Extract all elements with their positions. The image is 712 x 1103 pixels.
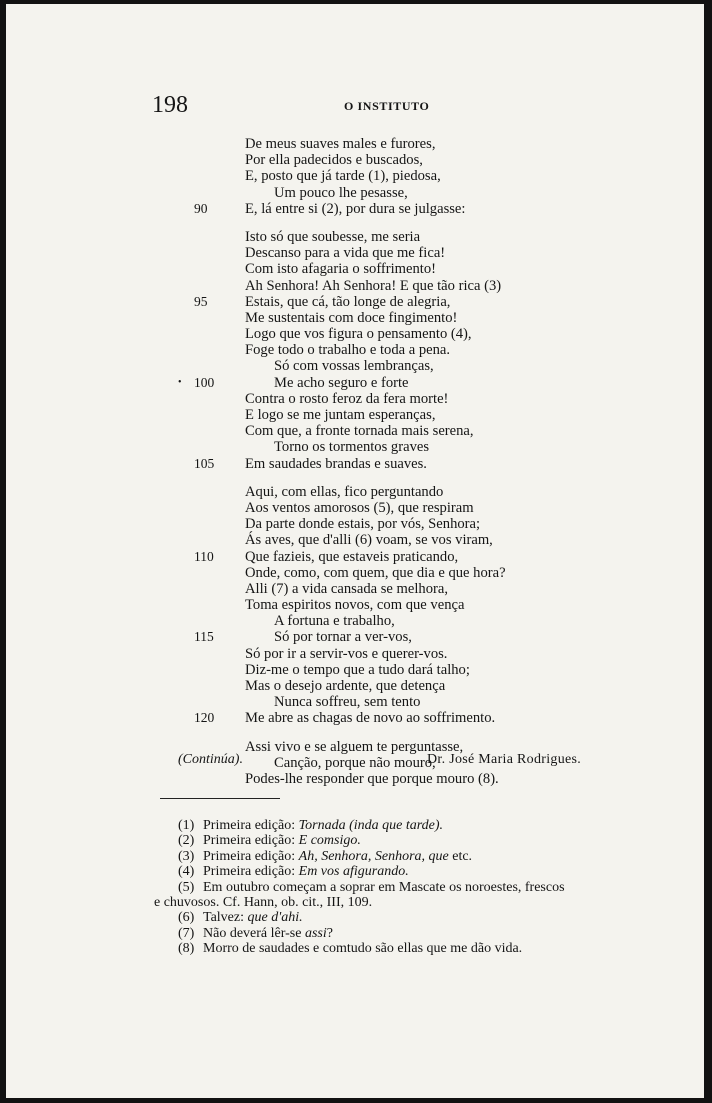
footnote-emphasis: assi [304, 925, 327, 941]
footnote-marker: (8) [178, 941, 195, 957]
footnote [6, 864, 704, 879]
verse-text: Contra o rosto feroz da fera morte! [245, 390, 449, 407]
page-number: 198 [152, 92, 188, 118]
verse-text: De meus suaves males e furores, [245, 136, 436, 152]
verse-text: Me sustentais com doce fingimento! [245, 309, 458, 326]
running-title: O INSTITUTO [344, 99, 430, 113]
footnote [6, 818, 704, 833]
poem-line [6, 710, 704, 726]
poem-line [6, 484, 704, 500]
verse-text: E logo se me juntam esperanças, [245, 407, 436, 423]
signature-line [6, 752, 704, 772]
footnote-text [203, 833, 361, 848]
footnote [6, 880, 704, 895]
footnote-emphasis: Ah, Senhora, Senhora, que [298, 848, 449, 864]
verse-text: Assi vivo e se alguem te perguntasse, [245, 738, 464, 755]
poem-line [6, 456, 704, 472]
footnote-marker: (3) [178, 848, 195, 864]
footnote-emphasis: Tornada (inda que tarde). [298, 818, 444, 833]
verse-text: Com isto afagaria o soffrimento! [245, 261, 437, 278]
poem-body [6, 136, 704, 787]
poem-line [6, 326, 704, 342]
poem-line [6, 168, 704, 184]
poem-line [6, 201, 704, 217]
poem-line [6, 391, 704, 407]
poem-line [6, 646, 704, 662]
book-page [6, 4, 704, 1098]
verse-text: Com que, a fronte tornada mais serena, [245, 423, 474, 440]
line-number: 105 [194, 455, 215, 471]
poem-line [6, 261, 704, 277]
poem-line [6, 581, 704, 597]
verse-text: Canção, porque não mouro, [274, 754, 436, 771]
verse-text: Onde, como, com quem, que dia e que hora? [245, 564, 506, 581]
footnote-text [203, 910, 303, 925]
line-number: 115 [194, 629, 214, 645]
verse-text: Só por ir a servir-vos e querer-vos. [245, 645, 448, 662]
verse-text: Alli (7) a vida cansada se melhora, [245, 580, 449, 597]
footnote-prefix: Talvez: [203, 910, 248, 926]
footnote-prefix: Primeira edição: [203, 864, 299, 880]
footnote-prefix: Não deverá lêr-se [203, 925, 305, 941]
poem-line [6, 516, 704, 532]
footnote-text [203, 849, 472, 864]
footnote [6, 833, 704, 848]
footnote-marker: (1) [178, 818, 195, 833]
poem-line [6, 662, 704, 678]
poem-line [6, 597, 704, 613]
line-number: 100 [194, 374, 215, 390]
footnote-text [203, 926, 333, 941]
verse-text: Me acho seguro e forte [274, 374, 409, 391]
verse-text: E, lá entre si (2), por dura se julgasse: [245, 200, 466, 217]
footnote-prefix: Morro de saudades e comtudo são ellas que me dão vida. [203, 941, 523, 957]
verse-text: Podes-lhe responder que porque mouro (8). [245, 770, 499, 787]
footnote [6, 895, 704, 910]
poem-line [6, 613, 704, 629]
continuation-note: (Continúa). [178, 752, 243, 767]
footnote-text [203, 941, 522, 956]
verse-text: Da parte donde estais, por vós, Senhora; [245, 516, 481, 533]
poem-line [6, 423, 704, 439]
footnote-prefix: Primeira edição: [203, 848, 299, 864]
poem-line [6, 549, 704, 565]
verse-text: Ás aves, que d'alli (6) voam, se vos viram, [245, 532, 493, 549]
footnotes [6, 818, 704, 957]
footnote-emphasis: que d'ahi. [247, 910, 303, 926]
poem-line [6, 694, 704, 710]
verse-text: Só com vossas lembranças, [274, 358, 434, 375]
footnote-marker: (5) [178, 879, 195, 895]
poem-line [6, 278, 704, 294]
poem-line [6, 407, 704, 423]
footnote-prefix: e chuvosos. Cf. Hann, ob. cit., III, 109. [154, 894, 373, 910]
footnote-text [203, 818, 443, 833]
footnote-marker: (6) [178, 910, 195, 926]
footnote-suffix: ? [326, 925, 333, 941]
verse-text: Um pouco lhe pesasse, [274, 184, 408, 201]
footnote-marker: (4) [178, 864, 195, 880]
footnote-emphasis: Em vos afigurando. [298, 864, 409, 880]
footnote-suffix: etc. [448, 848, 473, 864]
poem-line [6, 358, 704, 374]
line-number: 90 [194, 200, 208, 216]
verse-text: Só por tornar a ver-vos, [274, 629, 412, 646]
poem-line [6, 375, 704, 391]
verse-text: Toma espiritos novos, com que vença [245, 597, 465, 614]
footnote-emphasis: E comsigo. [298, 833, 361, 849]
poem-line [6, 229, 704, 245]
verse-text: Que fazieis, que estaveis praticando, [245, 548, 459, 565]
poem-line [6, 629, 704, 645]
footnote-prefix: Primeira edição: [203, 833, 299, 849]
footnote [6, 926, 704, 941]
verse-text: Em saudades brandas e suaves. [245, 455, 427, 472]
line-number: 110 [194, 548, 214, 564]
verse-text: Mas o desejo ardente, que detença [245, 678, 446, 694]
poem-line [6, 439, 704, 455]
footnote [6, 849, 704, 864]
poem-line [6, 136, 704, 152]
verse-text: Descanso para a vida que me fica! [245, 245, 446, 262]
verse-text: Isto só que soubesse, me seria [245, 228, 421, 245]
poem-line [6, 500, 704, 516]
verse-text: Logo que vos figura o pensamento (4), [245, 326, 472, 343]
poem-line [6, 565, 704, 581]
margin-mark: • [178, 376, 182, 388]
poem-line [6, 245, 704, 261]
verse-text: Aqui, com ellas, fico perguntando [245, 483, 444, 500]
footnote-marker: (7) [178, 925, 195, 941]
footnote-marker: (2) [178, 833, 195, 849]
poem-line [6, 152, 704, 168]
verse-text: Aos ventos amorosos (5), que respiram [245, 499, 474, 516]
page-header [6, 92, 704, 122]
line-number: 95 [194, 293, 208, 309]
verse-text: E, posto que já tarde (1), piedosa, [245, 168, 441, 185]
poem-line [6, 771, 704, 787]
verse-text: Ah Senhora! Ah Senhora! E que tão rica (3) [245, 277, 502, 294]
verse-text: A fortuna e trabalho, [274, 613, 395, 630]
verse-text: Estais, que cá, tão longe de alegria, [245, 293, 451, 310]
footnote-prefix: Em outubro começam a soprar em Mascate os noroestes, frescos [203, 879, 565, 895]
line-number: 120 [194, 710, 215, 726]
footnote [6, 910, 704, 925]
verse-text: Foge todo o trabalho e toda a pena. [245, 342, 451, 359]
poem-line [6, 532, 704, 548]
verse-text: Me abre as chagas de novo ao soffrimento. [245, 710, 496, 727]
footnote-rule [160, 798, 280, 799]
verse-text: Nunca soffreu, sem tento [274, 694, 421, 711]
footnote-text [203, 880, 565, 895]
verse-text: Por ella padecidos e buscados, [245, 152, 423, 169]
footnote [6, 941, 704, 956]
poem-line [6, 185, 704, 201]
poem-line [6, 678, 704, 694]
footnote-prefix: Primeira edição: [203, 818, 299, 833]
verse-text: Diz-me o tempo que a tudo dará talho; [245, 661, 470, 678]
poem-line [6, 310, 704, 326]
author-name: Dr. José Maria Rodrigues. [427, 752, 582, 767]
footnote-text [203, 864, 409, 879]
verse-text: Torno os tormentos graves [274, 439, 430, 456]
poem-line [6, 294, 704, 310]
footnote-text [154, 895, 372, 910]
poem-line [6, 342, 704, 358]
